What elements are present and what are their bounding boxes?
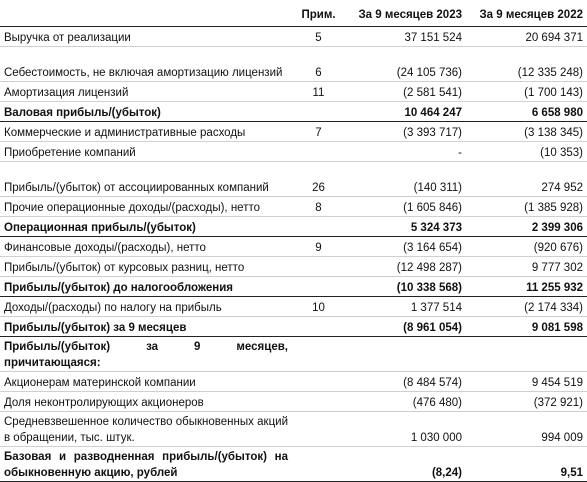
row-label: Прибыль/(убыток) за 9 месяцев — [0, 317, 292, 337]
row-value-2023: 37 151 524 — [345, 27, 466, 47]
row-label: Средневзвешенное количество обыкновенных акций в обращении, тыс. штук. — [0, 412, 292, 447]
row-label: Выручка от реализации — [0, 27, 292, 47]
row-note — [292, 412, 345, 447]
table-row — [0, 412, 587, 447]
row-label: Прибыль/(убыток) от курсовых разниц, нетто — [0, 257, 292, 277]
row-note: 7 — [292, 122, 345, 142]
row-note: 5 — [292, 27, 345, 47]
table-row — [0, 337, 587, 372]
row-label: Коммерческие и административные расходы — [0, 122, 292, 142]
header-note: Прим. — [292, 4, 345, 27]
row-label: Финансовые доходы/(расходы), нетто — [0, 237, 292, 257]
row-note — [292, 317, 345, 337]
row-value-2023: (2 581 541) — [345, 82, 466, 102]
row-note: 11 — [292, 82, 345, 102]
row-note — [292, 257, 345, 277]
row-label: Валовая прибыль/(убыток) — [0, 102, 292, 122]
row-label: Операционная прибыль/(убыток) — [0, 217, 292, 237]
table-row — [0, 277, 587, 297]
table-row — [0, 47, 587, 82]
table-row — [0, 197, 587, 217]
row-label: Амортизация лицензий — [0, 82, 292, 102]
row-value-2022: (3 138 345) — [466, 122, 587, 142]
row-value-2023: (8 484 574) — [345, 372, 466, 392]
row-note: 8 — [292, 197, 345, 217]
table-row — [0, 122, 587, 142]
row-value-2023: (140 311) — [345, 162, 466, 197]
row-label: Доля неконтролирующих акционеров — [0, 392, 292, 412]
row-value-2023: 10 464 247 — [345, 102, 466, 122]
table-row — [0, 372, 587, 392]
row-label: Акционерам материнской компании — [0, 372, 292, 392]
row-note — [292, 392, 345, 412]
row-note — [292, 277, 345, 297]
table-row — [0, 317, 587, 337]
row-note — [292, 337, 345, 372]
table-row — [0, 217, 587, 237]
table-row — [0, 82, 587, 102]
row-note — [292, 447, 345, 482]
header-period-2022: За 9 месяцев 2022 — [466, 4, 587, 27]
row-label: Прибыль/(убыток) от ассоциированных компаний — [0, 162, 292, 197]
table-row — [0, 102, 587, 122]
row-value-2023: 1 377 514 — [345, 297, 466, 317]
row-note: 26 — [292, 162, 345, 197]
table-row — [0, 27, 587, 47]
row-label: Прибыль/(убыток) до налогообложения — [0, 277, 292, 297]
row-value-2022: 6 658 980 — [466, 102, 587, 122]
row-note — [292, 102, 345, 122]
row-note: 6 — [292, 47, 345, 82]
table-row — [0, 447, 587, 482]
table-row — [0, 257, 587, 277]
row-note — [292, 142, 345, 162]
row-value-2023: (8,24) — [345, 447, 466, 482]
row-value-2023 — [345, 337, 466, 372]
table-row — [0, 237, 587, 257]
row-label: Прибыль/(убыток) за 9 месяцев, причитающаяся: — [0, 337, 292, 372]
row-value-2022: 20 694 371 — [466, 27, 587, 47]
header-label — [0, 4, 292, 27]
row-value-2022: 274 952 — [466, 162, 587, 197]
income-statement-table — [0, 4, 587, 482]
row-value-2022: 9,51 — [466, 447, 587, 482]
row-value-2023: - — [345, 142, 466, 162]
row-note — [292, 217, 345, 237]
row-label: Прочие операционные доходы/(расходы), нетто — [0, 197, 292, 217]
row-note: 10 — [292, 297, 345, 317]
table-row — [0, 142, 587, 162]
row-value-2022: (372 921) — [466, 392, 587, 412]
row-value-2022: (12 335 248) — [466, 47, 587, 82]
header-period-2023: За 9 месяцев 2023 — [345, 4, 466, 27]
row-value-2023: (24 105 736) — [345, 47, 466, 82]
row-value-2023: 5 324 373 — [345, 217, 466, 237]
row-value-2022: 994 009 — [466, 412, 587, 447]
row-value-2022: (1 385 928) — [466, 197, 587, 217]
row-value-2022: (10 353) — [466, 142, 587, 162]
row-note: 9 — [292, 237, 345, 257]
row-value-2022: 9 454 519 — [466, 372, 587, 392]
row-label: Приобретение компаний — [0, 142, 292, 162]
row-value-2023: (12 498 287) — [345, 257, 466, 277]
row-value-2022: (1 700 143) — [466, 82, 587, 102]
table-header-row — [0, 4, 587, 27]
row-value-2022: 11 255 932 — [466, 277, 587, 297]
row-value-2023: (1 605 846) — [345, 197, 466, 217]
row-value-2022 — [466, 337, 587, 372]
row-value-2023: 1 030 000 — [345, 412, 466, 447]
row-value-2023: (3 164 654) — [345, 237, 466, 257]
table-body — [0, 27, 587, 482]
table-row — [0, 392, 587, 412]
row-value-2022: 2 399 306 — [466, 217, 587, 237]
row-value-2022: 9 777 302 — [466, 257, 587, 277]
row-value-2022: 9 081 598 — [466, 317, 587, 337]
row-value-2023: (476 480) — [345, 392, 466, 412]
table-row — [0, 162, 587, 197]
row-note — [292, 372, 345, 392]
row-value-2022: (920 676) — [466, 237, 587, 257]
row-value-2023: (8 961 054) — [345, 317, 466, 337]
row-label: Себестоимость, не включая амортизацию лицензий — [0, 47, 292, 82]
row-label: Базовая и разводненная прибыль/(убыток) на обыкновенную акцию, рублей — [0, 447, 292, 482]
row-value-2022: (2 174 334) — [466, 297, 587, 317]
row-label: Доходы/(расходы) по налогу на прибыль — [0, 297, 292, 317]
table-row — [0, 297, 587, 317]
row-value-2023: (10 338 568) — [345, 277, 466, 297]
row-value-2023: (3 393 717) — [345, 122, 466, 142]
